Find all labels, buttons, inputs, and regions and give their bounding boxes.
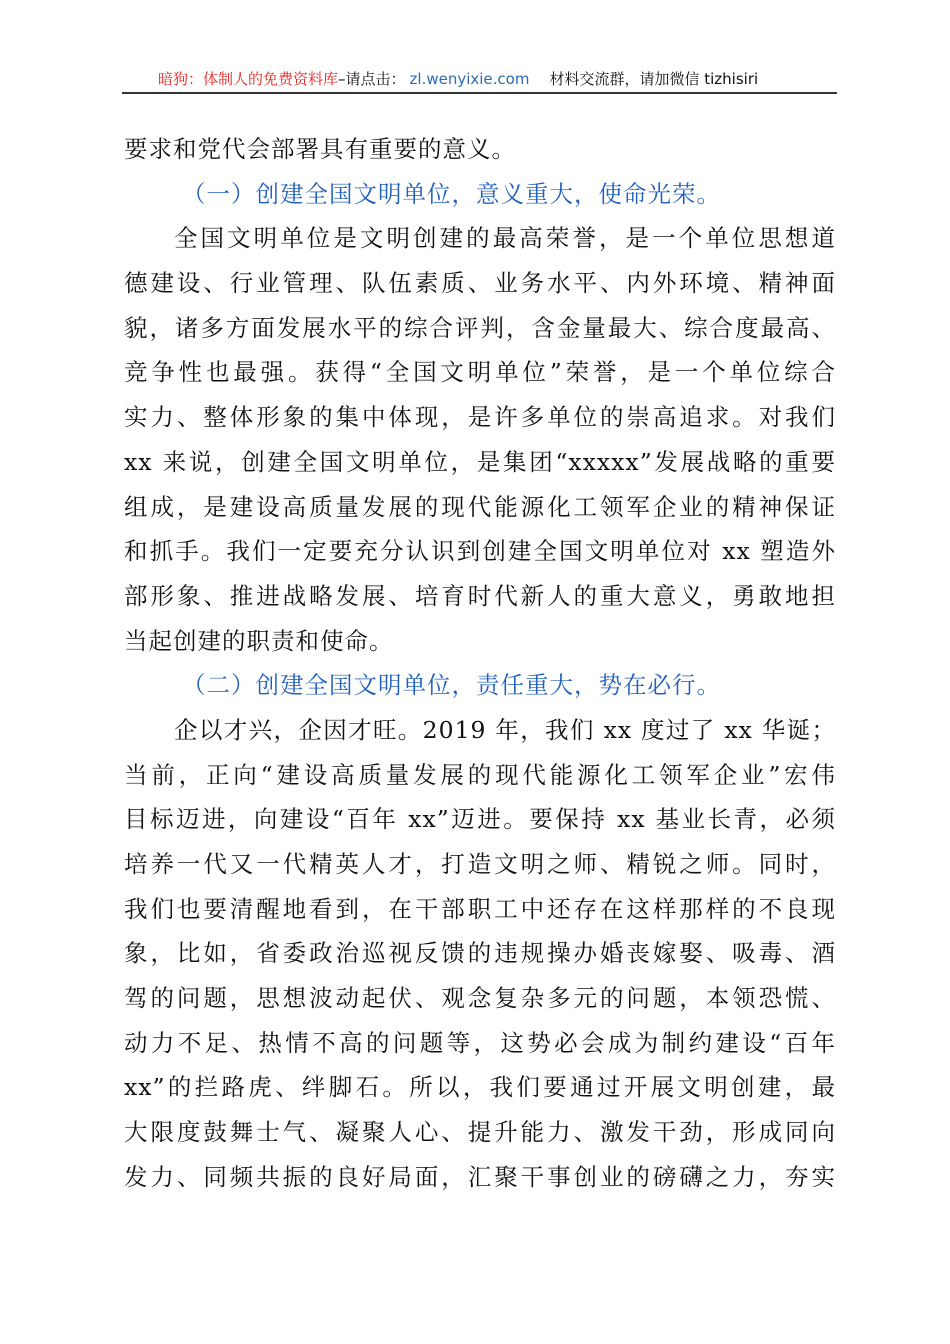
paragraph-line: 全国文明单位是文明创建的最高荣誉，是一个单位思想道 [174,224,836,253]
section-heading: （二）创建全国文明单位，责任重大，势在必行。 [182,671,721,700]
header-group-note: 材料交流群，请加微信 tizhisiri [549,70,759,88]
paragraph-line: 德建设、行业管理、队伍素质、业务水平、内外环境、精神面 [124,269,836,298]
header-source: 暗狗：体制人的免费资料库 [158,70,339,88]
paragraph-line: 目标迈进，向建设“百年 xx”迈进。要保持 xx 基业长青，必须 [124,805,836,834]
paragraph-line: 我们也要清醒地看到，在干部职工中还存在这样那样的不良现 [124,894,836,923]
paragraph-line: 发力、同频共振的良好局面，汇聚干事创业的磅礴之力，夯实 [124,1162,836,1191]
header-divider [122,92,837,94]
paragraph-line: 象，比如，省委政治巡视反馈的违规操办婚丧嫁娶、吸毒、酒 [124,939,836,968]
paragraph-line: xx”的拦路虎、绊脚石。所以，我们要通过开展文明创建，最 [124,1073,836,1102]
paragraph-line: 动力不足、热情不高的问题等，这势必会成为制约建设“百年 [124,1028,836,1057]
section-heading: （一）创建全国文明单位，意义重大，使命光荣。 [182,179,721,208]
paragraph-line: 培养一代又一代精英人才，打造文明之师、精锐之师。同时， [124,850,836,878]
paragraph-line: xx 来说，创建全国文明单位，是集团“xxxxx”发展战略的重要 [124,447,836,476]
paragraph-line: 貌，诸多方面发展水平的综合评判，含金量最大、综合度最高、 [124,313,836,342]
paragraph-line: 部形象、推进战略发展、培育时代新人的重大意义，勇敢地担 [124,581,836,610]
paragraph-line: 企以才兴，企因才旺。2019 年，我们 xx 度过了 xx 华诞； [174,715,836,744]
paragraph-line: 要求和党代会部署具有重要的意义。 [124,135,516,163]
paragraph-line: 当起创建的职责和使命。 [124,626,394,655]
paragraph-line: 实力、整体形象的集中体现，是许多单位的崇高追求。对我们 [124,403,836,432]
paragraph-line: 大限度鼓舞士气、凝聚人心、提升能力、激发干劲，形成同向 [124,1118,836,1147]
paragraph-line: 驾的问题，思想波动起伏、观念复杂多元的问题，本领恐慌、 [124,984,836,1013]
paragraph-line: 当前，正向“建设高质量发展的现代能源化工领军企业”宏伟 [124,760,836,789]
document-body [124,127,836,1200]
page-header [122,68,837,92]
paragraph-line: 组成，是建设高质量发展的现代能源化工领军企业的精神保证 [124,492,836,521]
paragraph-line: 和抓手。我们一定要充分认识到创建全国文明单位对 xx 塑造外 [124,537,836,566]
header-url-link[interactable]: zl.wenyixie.com [409,70,530,88]
header-click-prompt: –请点击： [338,70,406,88]
paragraph-line: 竞争性也最强。获得“全国文明单位”荣誉，是一个单位综合 [124,358,836,387]
